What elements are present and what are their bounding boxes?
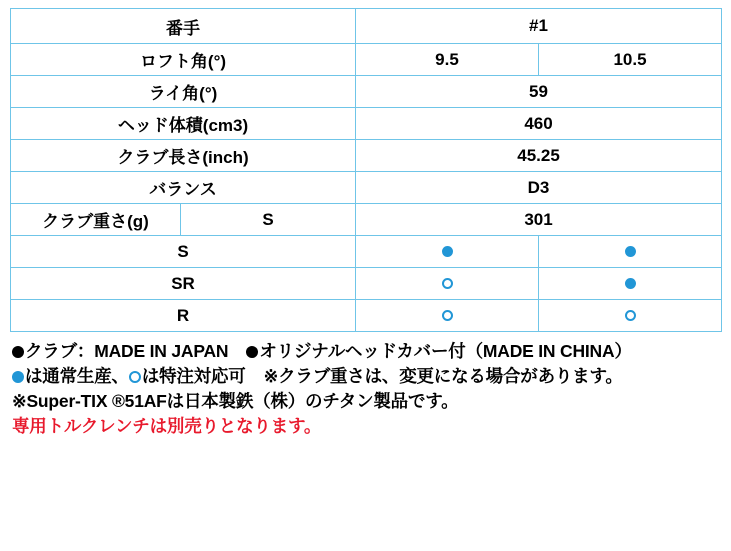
table-row [11,268,722,300]
table-row [11,140,722,172]
filled-dot-icon [625,278,636,289]
filled-dot-icon [625,246,636,257]
flex-mark-right [539,300,722,332]
row-value: #1 [356,9,722,44]
flex-row-label: SR [11,268,356,300]
open-circle-icon [442,278,453,289]
row-value: 460 [356,108,722,140]
note-standard-production: は通常生産、 [25,365,129,386]
row-label: バランス [11,172,356,204]
row-value: D3 [356,172,722,204]
blue-open-bullet-icon [129,371,141,383]
row-value-left: 9.5 [356,44,539,76]
row-value: 59 [356,76,722,108]
note-line-4: 専用トルクレンチは別売りとなります。 [12,415,322,436]
notes-block [10,339,721,438]
table-row [11,236,722,268]
flex-row-label: R [11,300,356,332]
note-head-cover: オリジナルヘッドカバー付（MADE IN CHINA） [259,341,632,361]
flex-mark-right [539,236,722,268]
row-label: ヘッド体積(cm3) [11,108,356,140]
black-bullet-icon [246,346,258,358]
note-custom-order: は特注対応可 [141,365,246,386]
open-circle-icon [625,310,636,321]
row-label: クラブ重さ(g) [11,204,181,236]
note-line-2 [12,364,721,389]
table-row [11,108,722,140]
flex-row-label: S [11,236,356,268]
flex-mark-left [356,268,539,300]
flex-mark-right [539,268,722,300]
table-row [11,172,722,204]
row-label: クラブ長さ(inch) [11,140,356,172]
note-made-in-japan: クラブ：MADE IN JAPAN [25,341,229,361]
filled-dot-icon [442,246,453,257]
row-value: 45.25 [356,140,722,172]
row-value: 301 [356,204,722,236]
specification-table [10,8,722,332]
note-line-1 [12,339,721,364]
flex-mark-left [356,300,539,332]
table-row [11,204,722,236]
open-circle-icon [442,310,453,321]
row-label: ロフト角(°) [11,44,356,76]
row-label: 番手 [11,9,356,44]
flex-mark-left [356,236,539,268]
row-value-right: 10.5 [539,44,722,76]
table-row [11,76,722,108]
black-bullet-icon [12,346,24,358]
table-row [11,44,722,76]
row-label: ライ角(°) [11,76,356,108]
row-sublabel: S [181,204,356,236]
blue-filled-bullet-icon [12,371,24,383]
table-row [11,300,722,332]
note-line-3: ※Super-TIX ®51AFは日本製鉄（株）のチタン製品です。 [12,390,459,411]
table-row [11,9,722,44]
note-weight-change: ※クラブ重さは、変更になる場合があります。 [263,365,623,386]
